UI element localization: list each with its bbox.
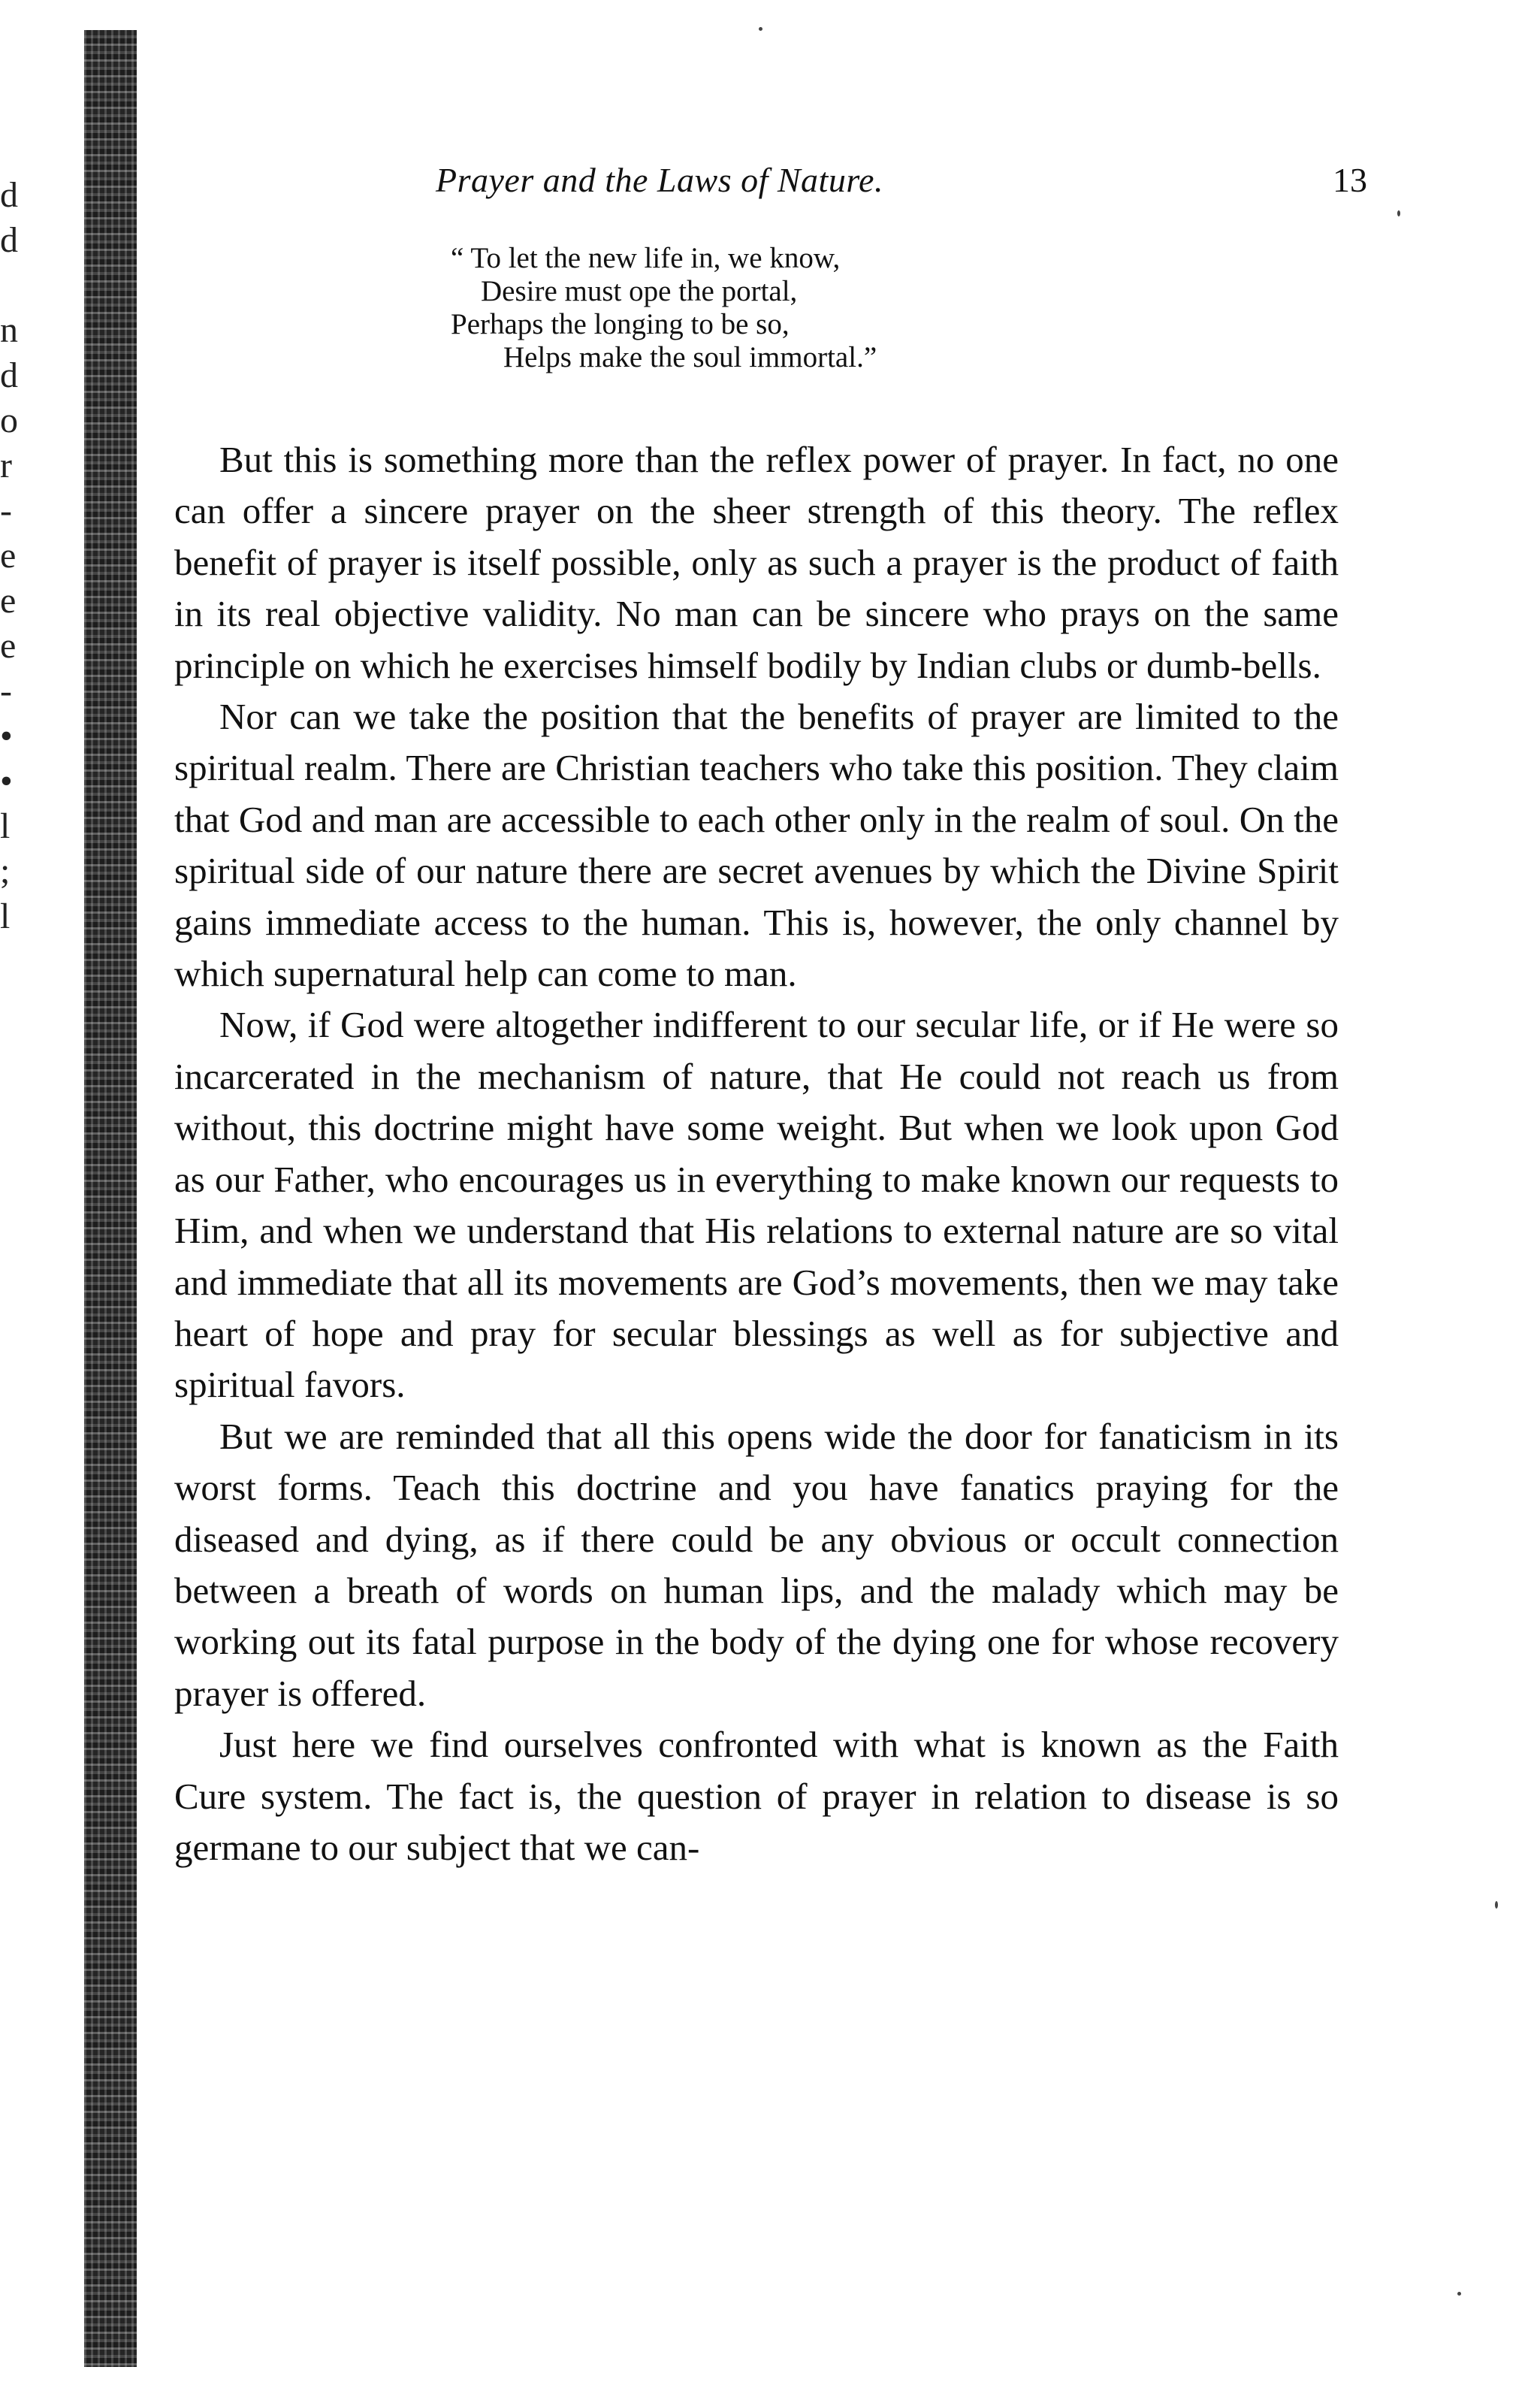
bleed-char: l — [0, 896, 11, 936]
verse-line: Perhaps the longing to be so, — [451, 308, 790, 340]
paragraph: But we are reminded that all this opens wide the door for fanaticism in its worst forms. Teach this doctrine and you have fanatics praying for the diseased and dying, as if there could be any obvious or occult connection between a breath of words on human lips, and the malady which may be working out its fatal purpose in the body of the dying one for whose recovery prayer is offered. — [174, 1415, 1339, 1714]
scan-speck — [1457, 2292, 1461, 2296]
bleed-char: d — [0, 355, 18, 395]
bleed-char: e — [0, 581, 17, 621]
running-title: Prayer and the Laws of Nature. — [436, 161, 883, 199]
running-header — [173, 158, 1367, 203]
binding-shadow — [84, 30, 137, 2367]
paragraph: Now, if God were altogether indifferent to our secular life, or if He were so incarcerated in the mechanism of nature, that He could not reach us from without, this doctrine might have some weight. But when we look upon God as our Father, who encourages us in everything to make known our requests to Him, and when we understand that His relations to external nature are so vital and immediate that all its movements are God’s movements, then we may take heart of hope and pray for secular blessings as well as for subjective and spiritual favors. — [174, 1004, 1339, 1406]
bleed-char: ; — [0, 851, 11, 891]
paragraph: Nor can we take the position that the benefits of prayer are limited to the spiritual realm. There are Christian teachers who take this position. They claim that God and man are accessible to each other only in the realm of soul. On the spiritual side of our nature there are secret avenues by which the Divine Spirit gains immediate access to the human. This is, however, the only channel by which supernatural help can come to man. — [174, 696, 1339, 995]
verse-quotation — [451, 242, 1097, 374]
bleed-char: r — [0, 446, 12, 485]
bleed-char: • — [0, 761, 13, 801]
page-number: 13 — [1333, 161, 1367, 199]
scan-speck — [759, 27, 762, 31]
verse-line: “ To let the new life in, we know, — [451, 242, 841, 274]
paragraph: But this is something more than the reflex power of prayer. In fact, no one can offer a sincere prayer on the sheer strength of this theory. The reflex benefit of prayer is itself possible, only as such a prayer is the product of faith in its real objective validity. No man can be sincere who prays on the same principle on which he exercises himself bodily by Indian clubs or dumb-bells. — [174, 439, 1339, 686]
paragraph: Just here we find ourselves confronted with what is known as the Faith Cure system. The fact is, the question of prayer in relation to disease is so germane to our subject that we can- — [174, 1724, 1339, 1868]
bleed-char: - — [0, 671, 12, 711]
facing-page-bleed — [0, 173, 45, 939]
bleed-char: • — [0, 716, 13, 756]
scan-speck — [1495, 1901, 1498, 1909]
bleed-char: e — [0, 536, 17, 576]
verse-line: Desire must ope the portal, — [481, 275, 798, 307]
bleed-char: n — [0, 310, 18, 350]
bleed-char: e — [0, 626, 17, 666]
bleed-char: l — [0, 806, 11, 846]
scan-speck — [1397, 210, 1400, 216]
bleed-char: - — [0, 491, 12, 531]
bleed-char: o — [0, 401, 18, 440]
verse-line: Helps make the soul immortal.” — [503, 341, 877, 373]
bleed-char: d — [0, 175, 18, 215]
body-text — [174, 434, 1339, 1873]
bleed-char — [0, 263, 45, 308]
bleed-char: d — [0, 220, 18, 260]
page-gutter — [0, 0, 143, 2385]
